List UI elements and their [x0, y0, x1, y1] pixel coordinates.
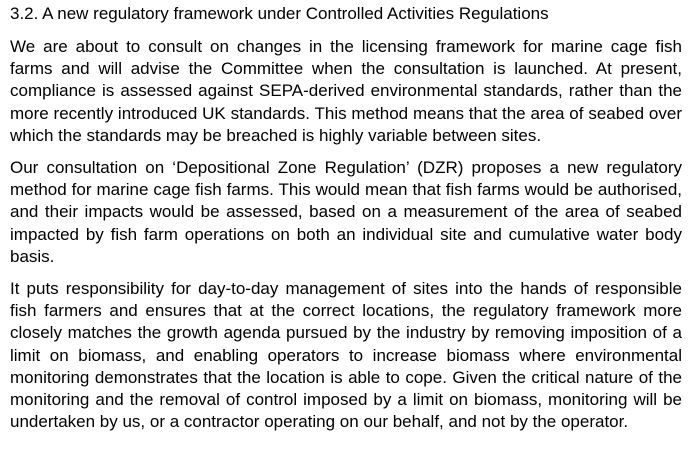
paragraph-licensing-framework: We are about to consult on changes in the licensing framework for marine cage fish farms and will advise the Committee when the consultation is launched. At present, compliance is assessed against SEPA-derived environmental standards, rather than the more recently introduced UK standards. This method means that the area of seabed over which the standards may be breached is highly variable between sites. [10, 37, 682, 145]
paragraph-dzr-consultation: Our consultation on ‘Depositional Zone Regulation’ (DZR) proposes a new regulatory method for marine cage fish farms. This would mean that fish farms would be authorised, and their impacts would be assessed, based on a measurement of the area of seabed impacted by fish farm operations on both an individual site and cumulative water body basis. [10, 158, 682, 266]
paragraph-responsibility-monitoring: It puts responsibility for day-to-day management of sites into the hands of responsible fish farmers and ensures that at the correct locations, the regulatory framework more closely matches the growth agenda pursued by the industry by removing imposition of a limit on biomass, and enabling operators to increase biomass where environmental monitoring demonstrates that the location is able to cope. Given the critical nature of the monitoring and the removal of control imposed by a limit on biomass, monitoring will be undertaken by us, or a contractor operating on our behalf, and not by the operator. [10, 279, 682, 432]
section-heading: 3.2. A new regulatory framework under Controlled Activities Regulations [10, 4, 549, 23]
